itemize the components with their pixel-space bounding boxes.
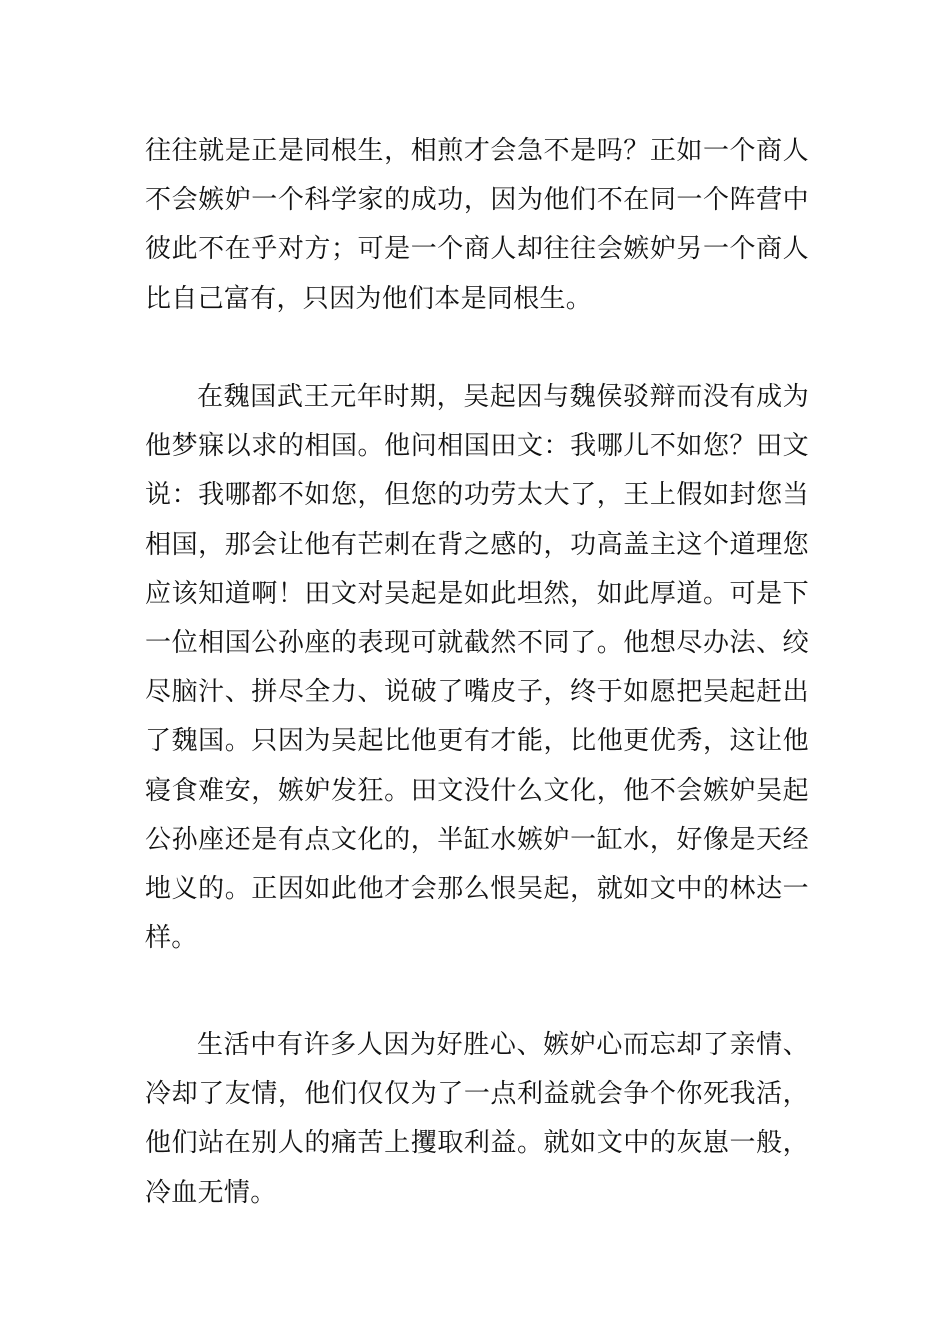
paragraph-2: 在魏国武王元年时期，吴起因与魏侯驳辩而没有成为他梦寐以求的相国。他问相国田文：我哪儿不如您？田文说：我哪都不如您，但您的功劳太大了，王上假如封您当相国，那会让他有芒刺在背之感的，功高盖主这个道理您应该知道啊！田文对吴起是如此坦然，如此厚道。可是下一位相国公孙座的表现可就截然不同了。他想尽办法、绞尽脑汁、拼尽全力、说破了嘴皮子，终于如愿把吴起赶出了魏国。只因为吴起比他更有才能，比他更优秀，这让他寝食难安，嫉妒发狂。田文没什么文化，他不会嫉妒吴起公孙座还是有点文化的，半缸水嫉妒一缸水，好像是天经地义的。正因如此他才会那么恨吴起，就如文中的林达一样。 xyxy=(145,382,809,954)
paragraph-3: 生活中有许多人因为好胜心、嫉妒心而忘却了亲情、冷却了友情，他们仅仅为了一点利益就会争个你死我活，他们站在别人的痛苦上攫取利益。就如文中的灰崽一般，冷血无情。 xyxy=(145,1030,809,1208)
paragraph-1: 往往就是正是同根生，相煎才会急不是吗？正如一个商人不会嫉妒一个科学家的成功，因为他们不在同一个阵营中彼此不在乎对方；可是一个商人却往往会嫉妒另一个商人比自己富有，只因为他们本是同根生。 xyxy=(145,136,809,314)
